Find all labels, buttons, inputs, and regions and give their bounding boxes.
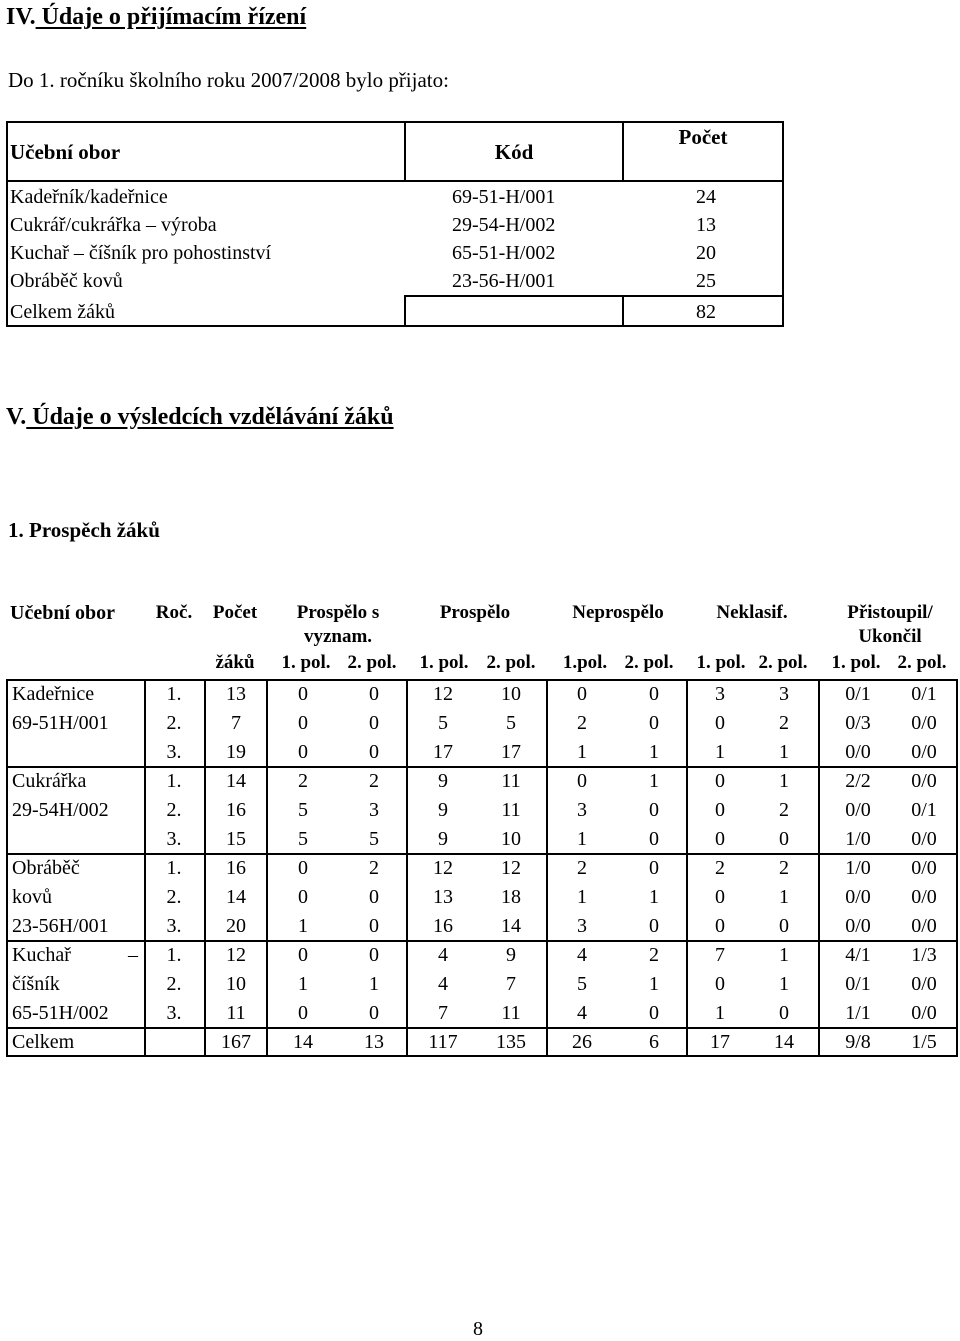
value-cell: 0/0 bbox=[845, 915, 871, 937]
value-cell: 1/0 bbox=[845, 857, 871, 879]
value-cell: 20 bbox=[226, 915, 246, 937]
value-cell: 14 bbox=[501, 915, 521, 937]
value-cell: 1 bbox=[779, 944, 789, 966]
results-header-pristoupil: Přistoupil/ bbox=[847, 602, 933, 623]
results-header-neprospelo: Neprospělo bbox=[572, 602, 664, 623]
value-cell: 16 bbox=[226, 857, 246, 879]
value-cell: 3 bbox=[715, 683, 725, 705]
value-cell: 0 bbox=[298, 886, 308, 908]
value-cell: 1 bbox=[298, 915, 308, 937]
section-4-number: IV. bbox=[6, 4, 36, 30]
page-number: 8 bbox=[473, 1318, 483, 1340]
value-cell: 10 bbox=[501, 828, 521, 850]
admission-row-obor: Obráběč kovů bbox=[10, 270, 123, 292]
value-cell: 1 bbox=[779, 973, 789, 995]
value-cell: 1 bbox=[779, 741, 789, 763]
value-cell: 7 bbox=[438, 1002, 448, 1024]
value-cell: 0/0 bbox=[911, 973, 937, 995]
total-value-cell: 117 bbox=[428, 1031, 458, 1053]
group-label: 65-51H/002 bbox=[12, 1002, 109, 1024]
row-year-cell: 1. bbox=[166, 857, 182, 879]
results-header-prospelo-vyznam: Prospělo s bbox=[296, 602, 380, 623]
row-year-cell: 1. bbox=[166, 683, 182, 705]
value-cell: 0/0 bbox=[911, 712, 937, 734]
value-cell: 9 bbox=[438, 799, 448, 821]
value-cell: 5 bbox=[577, 973, 587, 995]
value-cell: 3 bbox=[369, 799, 379, 821]
value-cell: 4 bbox=[577, 944, 587, 966]
row-year-cell: 3. bbox=[166, 915, 182, 937]
value-cell: 2/2 bbox=[845, 770, 871, 792]
value-cell: 2 bbox=[298, 770, 308, 792]
value-cell: 0 bbox=[298, 712, 308, 734]
value-cell: 11 bbox=[501, 799, 521, 821]
row-year-cell: 2. bbox=[166, 799, 182, 821]
results-header-pol: 2. pol. bbox=[347, 652, 397, 673]
row-year-cell: 1. bbox=[166, 944, 182, 966]
value-cell: 0 bbox=[649, 712, 659, 734]
admission-row-pocet: 24 bbox=[696, 186, 716, 208]
total-value-cell: 135 bbox=[496, 1031, 526, 1053]
value-cell: 0 bbox=[715, 770, 725, 792]
value-cell: 5 bbox=[506, 712, 516, 734]
total-value-cell: 1/5 bbox=[911, 1031, 937, 1053]
value-cell: 0 bbox=[715, 712, 725, 734]
group-label: Cukrářka bbox=[12, 770, 87, 792]
value-cell: 0 bbox=[369, 886, 379, 908]
value-cell: 5 bbox=[298, 799, 308, 821]
value-cell: 0 bbox=[369, 944, 379, 966]
value-cell: 3 bbox=[779, 683, 789, 705]
value-cell: 0 bbox=[649, 828, 659, 850]
value-cell: 0/0 bbox=[845, 886, 871, 908]
value-cell: 7 bbox=[506, 973, 516, 995]
row-year-cell: 1. bbox=[166, 770, 182, 792]
value-cell: 0 bbox=[298, 741, 308, 763]
admission-row-obor: Kadeřník/kadeřnice bbox=[10, 186, 168, 208]
total-value-cell: 26 bbox=[572, 1031, 592, 1053]
value-cell: 10 bbox=[226, 973, 246, 995]
row-year-cell: 3. bbox=[166, 1002, 182, 1024]
results-header-pol: 2. pol. bbox=[486, 652, 536, 673]
results-header-vyznam: vyznam. bbox=[303, 626, 373, 647]
results-header-neklasif: Neklasif. bbox=[716, 602, 788, 623]
value-cell: 1 bbox=[369, 973, 379, 995]
value-cell: 1 bbox=[649, 973, 659, 995]
value-cell: 1 bbox=[649, 770, 659, 792]
value-cell: 0/0 bbox=[911, 1002, 937, 1024]
value-cell: 1 bbox=[649, 886, 659, 908]
value-cell: 2 bbox=[715, 857, 725, 879]
value-cell: 1/1 bbox=[845, 1002, 871, 1024]
results-header-pol: 2. pol. bbox=[624, 652, 674, 673]
group-label: 23-56H/001 bbox=[12, 915, 109, 937]
value-cell: 0 bbox=[298, 1002, 308, 1024]
value-cell: 0/3 bbox=[845, 712, 871, 734]
row-year-cell: 3. bbox=[166, 741, 182, 763]
group-label: číšník bbox=[12, 973, 60, 995]
value-cell: 19 bbox=[226, 741, 246, 763]
value-cell: 0 bbox=[369, 1002, 379, 1024]
value-cell: 17 bbox=[433, 741, 453, 763]
value-cell: 4 bbox=[438, 944, 448, 966]
results-header-pocet: Počet bbox=[212, 602, 258, 623]
value-cell: 5 bbox=[369, 828, 379, 850]
value-cell: 0/0 bbox=[911, 770, 937, 792]
admission-table bbox=[6, 121, 784, 327]
group-label: Obráběč bbox=[12, 857, 80, 879]
value-cell: 4/1 bbox=[845, 944, 871, 966]
value-cell: 1 bbox=[577, 741, 587, 763]
value-cell: 1 bbox=[649, 741, 659, 763]
admission-row-pocet: 25 bbox=[696, 270, 716, 292]
group-label: Kuchař – bbox=[12, 944, 138, 966]
results-header-roc: Roč. bbox=[155, 602, 193, 623]
total-value-cell: 14 bbox=[774, 1031, 794, 1053]
value-cell: 1 bbox=[577, 828, 587, 850]
value-cell: 0 bbox=[715, 799, 725, 821]
admission-header-obor: Učební obor bbox=[10, 140, 121, 164]
value-cell: 5 bbox=[438, 712, 448, 734]
value-cell: 0 bbox=[577, 683, 587, 705]
results-header-zaku: žáků bbox=[215, 652, 255, 673]
value-cell: 0/0 bbox=[845, 799, 871, 821]
value-cell: 3 bbox=[577, 915, 587, 937]
value-cell: 0/0 bbox=[911, 857, 937, 879]
total-value-cell: 13 bbox=[364, 1031, 384, 1053]
value-cell: 11 bbox=[501, 770, 521, 792]
value-cell: 7 bbox=[715, 944, 725, 966]
value-cell: 17 bbox=[501, 741, 521, 763]
total-value-cell: 14 bbox=[293, 1031, 313, 1053]
value-cell: 0/0 bbox=[911, 915, 937, 937]
results-header-prospelo: Prospělo bbox=[439, 602, 511, 623]
group-label: 29-54H/002 bbox=[12, 799, 109, 821]
results-header-ukoncil: Ukončil bbox=[858, 626, 922, 647]
admission-row-kod: 69-51-H/001 bbox=[452, 186, 556, 208]
value-cell: 0 bbox=[779, 828, 789, 850]
value-cell: 0/0 bbox=[911, 741, 937, 763]
total-value-cell: 167 bbox=[221, 1031, 251, 1053]
value-cell: 9 bbox=[438, 828, 448, 850]
value-cell: 9 bbox=[506, 944, 516, 966]
total-value-cell: 17 bbox=[710, 1031, 730, 1053]
value-cell: 0 bbox=[369, 741, 379, 763]
row-year-cell: 2. bbox=[166, 712, 182, 734]
value-cell: 1 bbox=[715, 741, 725, 763]
value-cell: 15 bbox=[226, 828, 246, 850]
results-table bbox=[6, 591, 958, 1057]
total-value-cell: 6 bbox=[649, 1031, 659, 1053]
value-cell: 0 bbox=[715, 915, 725, 937]
value-cell: 0 bbox=[298, 944, 308, 966]
value-cell: 1 bbox=[577, 886, 587, 908]
admission-row-pocet: 13 bbox=[696, 214, 716, 236]
value-cell: 0 bbox=[649, 915, 659, 937]
admission-total-pocet: 82 bbox=[696, 301, 716, 323]
value-cell: 2 bbox=[369, 770, 379, 792]
value-cell: 4 bbox=[438, 973, 448, 995]
value-cell: 4 bbox=[577, 1002, 587, 1024]
value-cell: 2 bbox=[779, 799, 789, 821]
results-header-pol: 1. pol. bbox=[419, 652, 469, 673]
value-cell: 2 bbox=[649, 944, 659, 966]
value-cell: 16 bbox=[433, 915, 453, 937]
row-year-cell: 2. bbox=[166, 886, 182, 908]
value-cell: 14 bbox=[226, 770, 246, 792]
value-cell: 0 bbox=[369, 712, 379, 734]
value-cell: 0 bbox=[779, 915, 789, 937]
value-cell: 0 bbox=[649, 683, 659, 705]
value-cell: 0 bbox=[779, 1002, 789, 1024]
admission-row-kod: 23-56-H/001 bbox=[452, 270, 556, 292]
value-cell: 0/1 bbox=[845, 973, 871, 995]
value-cell: 14 bbox=[226, 886, 246, 908]
value-cell: 0 bbox=[715, 828, 725, 850]
results-header-pol: 2. pol. bbox=[897, 652, 947, 673]
value-cell: 1 bbox=[715, 1002, 725, 1024]
value-cell: 13 bbox=[226, 683, 246, 705]
admission-total-label: Celkem žáků bbox=[10, 301, 115, 323]
admission-row-obor: Cukrář/cukrářka – výroba bbox=[10, 214, 217, 236]
section-5-title: Údaje o výsledcích vzdělávání žáků bbox=[26, 404, 394, 430]
value-cell: 18 bbox=[501, 886, 521, 908]
value-cell: 0 bbox=[298, 857, 308, 879]
group-label: 69-51H/001 bbox=[12, 712, 109, 734]
value-cell: 0/0 bbox=[911, 886, 937, 908]
value-cell: 5 bbox=[298, 828, 308, 850]
admission-row-kod: 29-54-H/002 bbox=[452, 214, 556, 236]
value-cell: 1/0 bbox=[845, 828, 871, 850]
value-cell: 0 bbox=[369, 683, 379, 705]
value-cell: 1 bbox=[779, 770, 789, 792]
results-header-pol: 1. pol. bbox=[831, 652, 881, 673]
total-value-cell: 9/8 bbox=[845, 1031, 871, 1053]
value-cell: 11 bbox=[501, 1002, 521, 1024]
value-cell: 13 bbox=[433, 886, 453, 908]
value-cell: 0/1 bbox=[911, 799, 937, 821]
value-cell: 1 bbox=[298, 973, 308, 995]
value-cell: 0 bbox=[649, 1002, 659, 1024]
row-year-cell: 3. bbox=[166, 828, 182, 850]
value-cell: 11 bbox=[226, 1002, 246, 1024]
value-cell: 0/0 bbox=[845, 741, 871, 763]
admission-row-kod: 65-51-H/002 bbox=[452, 242, 556, 264]
section-5-number: V. bbox=[6, 404, 27, 430]
section-4-title: Údaje o přijímacím řízení bbox=[35, 4, 307, 30]
admission-intro: Do 1. ročníku školního roku 2007/2008 bylo přijato: bbox=[8, 68, 449, 92]
section-5-heading bbox=[6, 404, 394, 431]
results-header-pol: 1. pol. bbox=[281, 652, 331, 673]
value-cell: 10 bbox=[501, 683, 521, 705]
total-label: Celkem bbox=[12, 1031, 75, 1053]
value-cell: 2 bbox=[779, 857, 789, 879]
row-year-cell: 2. bbox=[166, 973, 182, 995]
results-header-pol: 1. pol. bbox=[696, 652, 746, 673]
value-cell: 12 bbox=[433, 683, 453, 705]
value-cell: 3 bbox=[577, 799, 587, 821]
value-cell: 0/0 bbox=[911, 828, 937, 850]
value-cell: 0 bbox=[577, 770, 587, 792]
results-subtitle: 1. Prospěch žáků bbox=[8, 518, 160, 542]
value-cell: 0/1 bbox=[845, 683, 871, 705]
group-label: kovů bbox=[12, 886, 52, 908]
value-cell: 0 bbox=[649, 799, 659, 821]
value-cell: 1/3 bbox=[911, 944, 937, 966]
results-header-pol: 2. pol. bbox=[758, 652, 808, 673]
value-cell: 16 bbox=[226, 799, 246, 821]
value-cell: 2 bbox=[577, 857, 587, 879]
value-cell: 0 bbox=[369, 915, 379, 937]
value-cell: 7 bbox=[231, 712, 241, 734]
section-4-heading bbox=[6, 4, 306, 31]
value-cell: 2 bbox=[369, 857, 379, 879]
value-cell: 12 bbox=[501, 857, 521, 879]
value-cell: 0 bbox=[715, 973, 725, 995]
admission-header-pocet: Počet bbox=[678, 125, 728, 149]
value-cell: 2 bbox=[779, 712, 789, 734]
group-label: Kadeřnice bbox=[12, 683, 95, 705]
value-cell: 2 bbox=[577, 712, 587, 734]
admission-row-obor: Kuchař – číšník pro pohostinství bbox=[10, 242, 272, 264]
admission-header-kod: Kód bbox=[494, 140, 534, 164]
results-header-pol: 1.pol. bbox=[562, 652, 608, 673]
value-cell: 9 bbox=[438, 770, 448, 792]
value-cell: 0 bbox=[298, 683, 308, 705]
results-header-obor: Učební obor bbox=[10, 602, 115, 624]
value-cell: 0 bbox=[649, 857, 659, 879]
value-cell: 0/1 bbox=[911, 683, 937, 705]
value-cell: 1 bbox=[779, 886, 789, 908]
admission-row-pocet: 20 bbox=[696, 242, 716, 264]
value-cell: 0 bbox=[715, 886, 725, 908]
value-cell: 12 bbox=[433, 857, 453, 879]
value-cell: 12 bbox=[226, 944, 246, 966]
